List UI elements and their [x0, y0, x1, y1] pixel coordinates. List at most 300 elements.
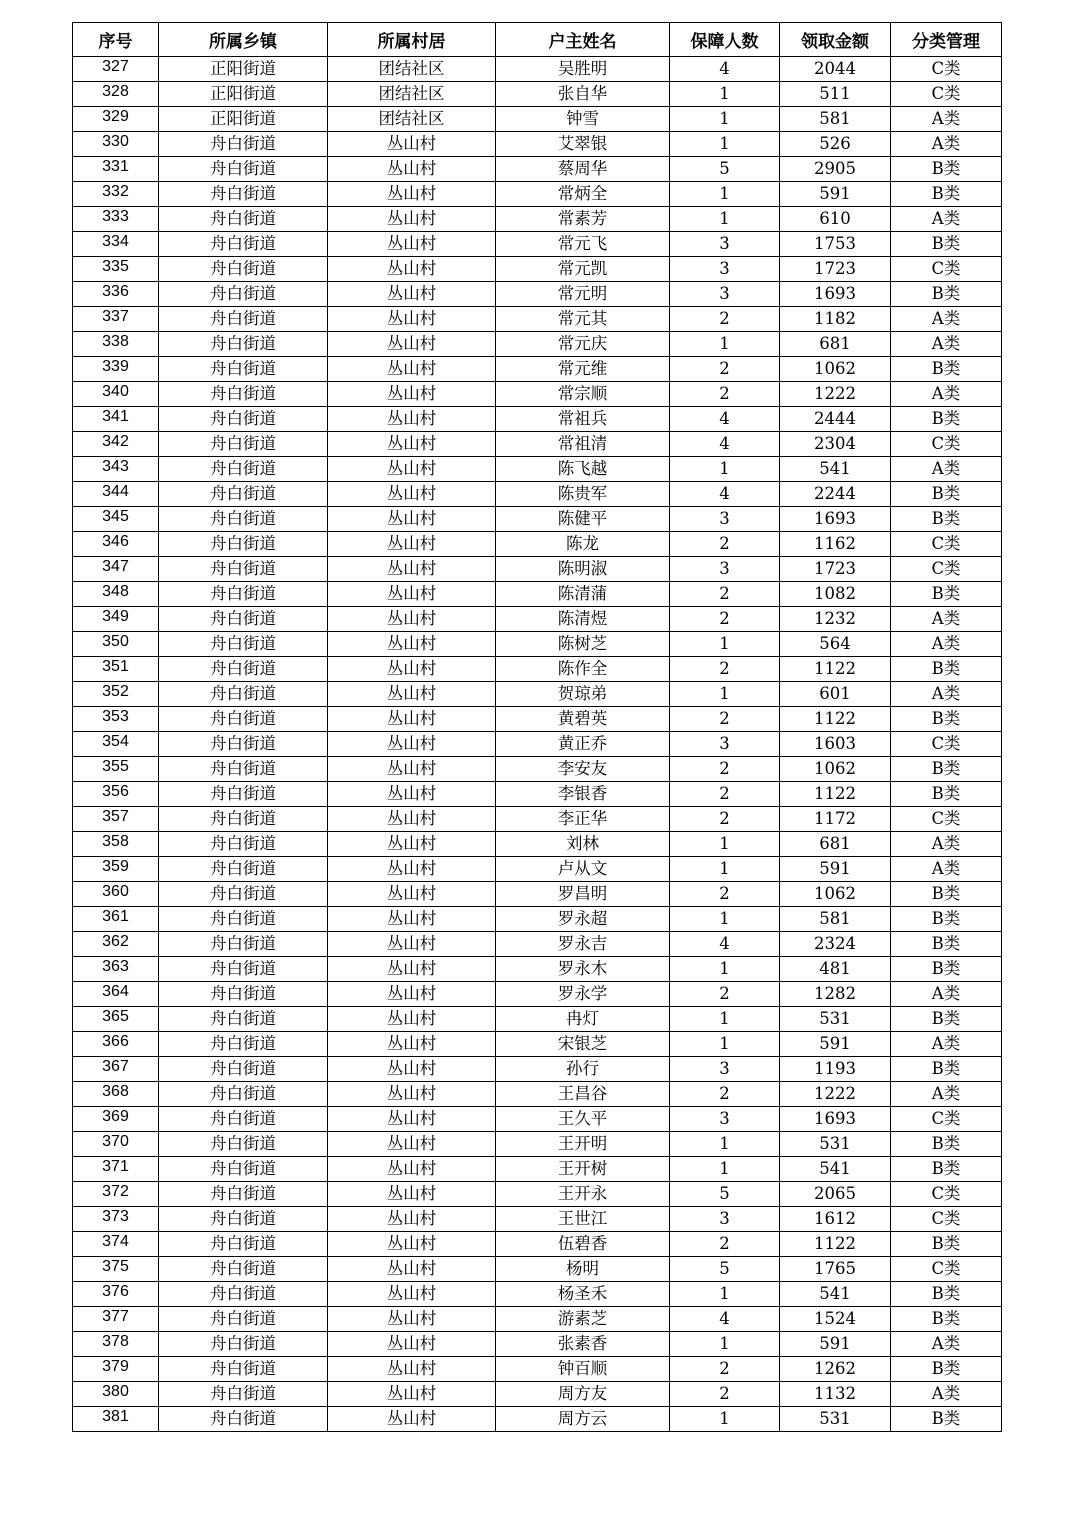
header-seq: 序号	[73, 23, 159, 57]
cell-amount: 1693	[780, 282, 891, 307]
cell-householder: 王开永	[496, 1182, 670, 1207]
cell-category: B类	[891, 1007, 1002, 1032]
cell-village: 丛山村	[328, 707, 496, 732]
table-row	[73, 707, 1002, 732]
cell-covered-persons: 1	[670, 1332, 780, 1357]
table-row	[73, 1382, 1002, 1407]
cell-village: 丛山村	[328, 1232, 496, 1257]
cell-amount: 681	[780, 332, 891, 357]
cell-village: 丛山村	[328, 1357, 496, 1382]
cell-householder: 王久平	[496, 1107, 670, 1132]
cell-town: 舟白街道	[159, 432, 328, 457]
cell-town: 舟白街道	[159, 907, 328, 932]
cell-village: 丛山村	[328, 1407, 496, 1432]
cell-covered-persons: 3	[670, 1107, 780, 1132]
cell-covered-persons: 5	[670, 1182, 780, 1207]
cell-covered-persons: 2	[670, 382, 780, 407]
cell-householder: 常宗顺	[496, 382, 670, 407]
cell-village: 丛山村	[328, 832, 496, 857]
cell-covered-persons: 2	[670, 1082, 780, 1107]
cell-town: 舟白街道	[159, 132, 328, 157]
cell-householder: 常元维	[496, 357, 670, 382]
cell-amount: 581	[780, 107, 891, 132]
cell-village: 丛山村	[328, 232, 496, 257]
cell-category: B类	[891, 907, 1002, 932]
table-row	[73, 1357, 1002, 1382]
cell-seq: 377	[73, 1307, 159, 1332]
cell-amount: 531	[780, 1132, 891, 1157]
header-householder: 户主姓名	[496, 23, 670, 57]
cell-village: 丛山村	[328, 382, 496, 407]
cell-category: B类	[891, 232, 1002, 257]
cell-category: A类	[891, 1382, 1002, 1407]
cell-householder: 伍碧香	[496, 1232, 670, 1257]
cell-seq: 337	[73, 307, 159, 332]
cell-amount: 591	[780, 857, 891, 882]
cell-category: B类	[891, 1057, 1002, 1082]
cell-village: 丛山村	[328, 1082, 496, 1107]
table-row	[73, 1182, 1002, 1207]
cell-seq: 331	[73, 157, 159, 182]
cell-householder: 艾翠银	[496, 132, 670, 157]
cell-seq: 367	[73, 1057, 159, 1082]
cell-householder: 李银香	[496, 782, 670, 807]
table-row	[73, 982, 1002, 1007]
cell-village: 丛山村	[328, 1057, 496, 1082]
cell-town: 舟白街道	[159, 282, 328, 307]
cell-seq: 340	[73, 382, 159, 407]
cell-householder: 冉灯	[496, 1007, 670, 1032]
cell-town: 舟白街道	[159, 557, 328, 582]
cell-householder: 陈明淑	[496, 557, 670, 582]
cell-amount: 531	[780, 1407, 891, 1432]
cell-town: 舟白街道	[159, 782, 328, 807]
cell-seq: 354	[73, 732, 159, 757]
table-row	[73, 1082, 1002, 1107]
cell-town: 舟白街道	[159, 957, 328, 982]
cell-amount: 681	[780, 832, 891, 857]
cell-seq: 349	[73, 607, 159, 632]
cell-village: 丛山村	[328, 282, 496, 307]
cell-householder: 黄碧英	[496, 707, 670, 732]
table-row	[73, 457, 1002, 482]
cell-town: 舟白街道	[159, 1082, 328, 1107]
table-row	[73, 182, 1002, 207]
cell-householder: 常祖清	[496, 432, 670, 457]
cell-amount: 2304	[780, 432, 891, 457]
cell-category: A类	[891, 607, 1002, 632]
cell-seq: 328	[73, 82, 159, 107]
cell-amount: 1172	[780, 807, 891, 832]
cell-village: 丛山村	[328, 332, 496, 357]
table-row	[73, 207, 1002, 232]
cell-village: 丛山村	[328, 432, 496, 457]
cell-category: B类	[891, 1282, 1002, 1307]
cell-village: 丛山村	[328, 357, 496, 382]
cell-village: 丛山村	[328, 982, 496, 1007]
cell-town: 正阳街道	[159, 107, 328, 132]
table-row	[73, 1032, 1002, 1057]
cell-covered-persons: 2	[670, 782, 780, 807]
header-village: 所属村居	[328, 23, 496, 57]
cell-amount: 1282	[780, 982, 891, 1007]
cell-covered-persons: 1	[670, 1282, 780, 1307]
table-row	[73, 1157, 1002, 1182]
cell-town: 舟白街道	[159, 207, 328, 232]
cell-category: A类	[891, 832, 1002, 857]
cell-category: B类	[891, 757, 1002, 782]
table-row	[73, 1132, 1002, 1157]
cell-town: 舟白街道	[159, 307, 328, 332]
table-row	[73, 357, 1002, 382]
cell-householder: 陈树芝	[496, 632, 670, 657]
cell-covered-persons: 4	[670, 57, 780, 82]
cell-category: B类	[891, 407, 1002, 432]
cell-seq: 359	[73, 857, 159, 882]
cell-category: B类	[891, 282, 1002, 307]
cell-covered-persons: 3	[670, 257, 780, 282]
cell-covered-persons: 4	[670, 1307, 780, 1332]
cell-seq: 373	[73, 1207, 159, 1232]
cell-seq: 380	[73, 1382, 159, 1407]
cell-householder: 陈健平	[496, 507, 670, 532]
cell-householder: 游素芝	[496, 1307, 670, 1332]
cell-householder: 常元其	[496, 307, 670, 332]
cell-seq: 355	[73, 757, 159, 782]
cell-amount: 1723	[780, 257, 891, 282]
cell-amount: 1262	[780, 1357, 891, 1382]
cell-town: 舟白街道	[159, 832, 328, 857]
cell-householder: 杨明	[496, 1257, 670, 1282]
table-row	[73, 257, 1002, 282]
cell-amount: 1162	[780, 532, 891, 557]
cell-category: B类	[891, 957, 1002, 982]
cell-covered-persons: 1	[670, 457, 780, 482]
cell-amount: 2444	[780, 407, 891, 432]
cell-town: 舟白街道	[159, 1382, 328, 1407]
cell-amount: 591	[780, 182, 891, 207]
cell-seq: 342	[73, 432, 159, 457]
cell-town: 正阳街道	[159, 82, 328, 107]
cell-seq: 336	[73, 282, 159, 307]
cell-seq: 339	[73, 357, 159, 382]
cell-village: 丛山村	[328, 1007, 496, 1032]
cell-seq: 353	[73, 707, 159, 732]
cell-category: A类	[891, 132, 1002, 157]
cell-seq: 378	[73, 1332, 159, 1357]
cell-town: 舟白街道	[159, 1132, 328, 1157]
cell-amount: 541	[780, 1282, 891, 1307]
cell-amount: 1222	[780, 382, 891, 407]
cell-seq: 335	[73, 257, 159, 282]
cell-seq: 363	[73, 957, 159, 982]
cell-covered-persons: 5	[670, 157, 780, 182]
cell-covered-persons: 2	[670, 707, 780, 732]
cell-amount: 511	[780, 82, 891, 107]
cell-village: 丛山村	[328, 1107, 496, 1132]
table-row	[73, 907, 1002, 932]
table-row	[73, 1332, 1002, 1357]
cell-covered-persons: 2	[670, 657, 780, 682]
cell-seq: 329	[73, 107, 159, 132]
cell-seq: 344	[73, 482, 159, 507]
table-row	[73, 732, 1002, 757]
cell-householder: 孙行	[496, 1057, 670, 1082]
cell-covered-persons: 2	[670, 532, 780, 557]
cell-amount: 2324	[780, 932, 891, 957]
cell-category: B类	[891, 1407, 1002, 1432]
cell-category: B类	[891, 1232, 1002, 1257]
cell-town: 舟白街道	[159, 1107, 328, 1132]
table-row	[73, 132, 1002, 157]
cell-amount: 526	[780, 132, 891, 157]
cell-village: 丛山村	[328, 632, 496, 657]
cell-householder: 李安友	[496, 757, 670, 782]
cell-covered-persons: 2	[670, 582, 780, 607]
cell-town: 舟白街道	[159, 1332, 328, 1357]
cell-seq: 372	[73, 1182, 159, 1207]
cell-seq: 334	[73, 232, 159, 257]
cell-covered-persons: 1	[670, 107, 780, 132]
table-row	[73, 282, 1002, 307]
cell-village: 丛山村	[328, 857, 496, 882]
cell-town: 舟白街道	[159, 1007, 328, 1032]
table-row	[73, 682, 1002, 707]
table-row	[73, 857, 1002, 882]
cell-village: 丛山村	[328, 682, 496, 707]
cell-town: 舟白街道	[159, 1407, 328, 1432]
table-row	[73, 507, 1002, 532]
cell-amount: 1193	[780, 1057, 891, 1082]
cell-householder: 吴胜明	[496, 57, 670, 82]
cell-village: 丛山村	[328, 1332, 496, 1357]
cell-amount: 1062	[780, 882, 891, 907]
cell-town: 舟白街道	[159, 457, 328, 482]
cell-householder: 钟雪	[496, 107, 670, 132]
cell-seq: 346	[73, 532, 159, 557]
cell-village: 丛山村	[328, 257, 496, 282]
cell-seq: 376	[73, 1282, 159, 1307]
table-row	[73, 232, 1002, 257]
cell-category: C类	[891, 557, 1002, 582]
cell-householder: 王开树	[496, 1157, 670, 1182]
cell-seq: 341	[73, 407, 159, 432]
cell-householder: 周方友	[496, 1382, 670, 1407]
cell-seq: 371	[73, 1157, 159, 1182]
cell-amount: 481	[780, 957, 891, 982]
cell-covered-persons: 2	[670, 1232, 780, 1257]
table-row	[73, 957, 1002, 982]
cell-category: A类	[891, 107, 1002, 132]
table-row	[73, 782, 1002, 807]
cell-covered-persons: 3	[670, 732, 780, 757]
cell-village: 丛山村	[328, 1257, 496, 1282]
cell-covered-persons: 5	[670, 1257, 780, 1282]
cell-town: 舟白街道	[159, 607, 328, 632]
cell-category: C类	[891, 57, 1002, 82]
cell-covered-persons: 1	[670, 1132, 780, 1157]
header-category: 分类管理	[891, 23, 1002, 57]
cell-village: 丛山村	[328, 1132, 496, 1157]
table-row	[73, 582, 1002, 607]
cell-village: 团结社区	[328, 107, 496, 132]
table-row	[73, 557, 1002, 582]
cell-seq: 379	[73, 1357, 159, 1382]
cell-householder: 陈作全	[496, 657, 670, 682]
cell-covered-persons: 1	[670, 857, 780, 882]
cell-town: 舟白街道	[159, 1307, 328, 1332]
cell-seq: 370	[73, 1132, 159, 1157]
cell-householder: 李正华	[496, 807, 670, 832]
cell-seq: 350	[73, 632, 159, 657]
table-row	[73, 832, 1002, 857]
table-body	[73, 57, 1002, 1432]
cell-seq: 358	[73, 832, 159, 857]
table-row	[73, 1307, 1002, 1332]
cell-village: 丛山村	[328, 1032, 496, 1057]
cell-category: A类	[891, 1332, 1002, 1357]
cell-category: A类	[891, 382, 1002, 407]
table-row	[73, 1107, 1002, 1132]
cell-town: 舟白街道	[159, 1232, 328, 1257]
cell-category: A类	[891, 1082, 1002, 1107]
cell-category: C类	[891, 432, 1002, 457]
cell-category: A类	[891, 307, 1002, 332]
cell-covered-persons: 1	[670, 682, 780, 707]
cell-householder: 常元飞	[496, 232, 670, 257]
table-row	[73, 532, 1002, 557]
cell-seq: 327	[73, 57, 159, 82]
cell-householder: 王开明	[496, 1132, 670, 1157]
cell-amount: 531	[780, 1007, 891, 1032]
cell-town: 舟白街道	[159, 982, 328, 1007]
table-row	[73, 332, 1002, 357]
cell-covered-persons: 3	[670, 557, 780, 582]
cell-householder: 王世江	[496, 1207, 670, 1232]
cell-householder: 常元庆	[496, 332, 670, 357]
cell-seq: 330	[73, 132, 159, 157]
cell-category: A类	[891, 632, 1002, 657]
cell-covered-persons: 2	[670, 757, 780, 782]
cell-amount: 1693	[780, 1107, 891, 1132]
cell-covered-persons: 1	[670, 182, 780, 207]
cell-covered-persons: 1	[670, 1157, 780, 1182]
cell-amount: 1132	[780, 1382, 891, 1407]
cell-householder: 罗永超	[496, 907, 670, 932]
cell-category: A类	[891, 857, 1002, 882]
cell-town: 舟白街道	[159, 657, 328, 682]
header-town: 所属乡镇	[159, 23, 328, 57]
cell-covered-persons: 2	[670, 807, 780, 832]
cell-town: 舟白街道	[159, 157, 328, 182]
cell-householder: 杨圣禾	[496, 1282, 670, 1307]
cell-amount: 541	[780, 457, 891, 482]
table-row	[73, 632, 1002, 657]
cell-covered-persons: 4	[670, 432, 780, 457]
cell-covered-persons: 1	[670, 1407, 780, 1432]
cell-amount: 2044	[780, 57, 891, 82]
cell-covered-persons: 1	[670, 82, 780, 107]
cell-category: C类	[891, 257, 1002, 282]
cell-covered-persons: 1	[670, 1032, 780, 1057]
cell-amount: 1603	[780, 732, 891, 757]
cell-seq: 356	[73, 782, 159, 807]
cell-amount: 1723	[780, 557, 891, 582]
cell-town: 舟白街道	[159, 732, 328, 757]
cell-category: B类	[891, 582, 1002, 607]
cell-covered-persons: 2	[670, 1382, 780, 1407]
cell-covered-persons: 1	[670, 332, 780, 357]
cell-town: 舟白街道	[159, 582, 328, 607]
cell-covered-persons: 1	[670, 907, 780, 932]
cell-category: C类	[891, 532, 1002, 557]
cell-amount: 1122	[780, 657, 891, 682]
cell-householder: 贺琼弟	[496, 682, 670, 707]
cell-seq: 375	[73, 1257, 159, 1282]
cell-category: B类	[891, 1157, 1002, 1182]
cell-category: C类	[891, 1207, 1002, 1232]
table-row	[73, 107, 1002, 132]
cell-category: C类	[891, 82, 1002, 107]
cell-householder: 周方云	[496, 1407, 670, 1432]
cell-category: B类	[891, 357, 1002, 382]
cell-householder: 陈龙	[496, 532, 670, 557]
cell-householder: 罗永木	[496, 957, 670, 982]
cell-village: 丛山村	[328, 407, 496, 432]
cell-town: 舟白街道	[159, 1157, 328, 1182]
cell-town: 舟白街道	[159, 257, 328, 282]
cell-town: 舟白街道	[159, 1057, 328, 1082]
cell-seq: 333	[73, 207, 159, 232]
cell-village: 丛山村	[328, 957, 496, 982]
cell-category: B类	[891, 1132, 1002, 1157]
cell-covered-persons: 2	[670, 357, 780, 382]
cell-householder: 钟百顺	[496, 1357, 670, 1382]
cell-amount: 1693	[780, 507, 891, 532]
cell-householder: 常元凯	[496, 257, 670, 282]
cell-amount: 1062	[780, 357, 891, 382]
cell-amount: 1612	[780, 1207, 891, 1232]
cell-category: A类	[891, 332, 1002, 357]
cell-village: 丛山村	[328, 1157, 496, 1182]
table-row	[73, 1407, 1002, 1432]
cell-town: 舟白街道	[159, 707, 328, 732]
cell-householder: 陈清煜	[496, 607, 670, 632]
cell-village: 丛山村	[328, 607, 496, 632]
cell-seq: 352	[73, 682, 159, 707]
cell-householder: 罗永吉	[496, 932, 670, 957]
cell-amount: 1062	[780, 757, 891, 782]
table-row	[73, 382, 1002, 407]
cell-village: 丛山村	[328, 807, 496, 832]
cell-village: 丛山村	[328, 532, 496, 557]
cell-village: 丛山村	[328, 1307, 496, 1332]
cell-town: 舟白街道	[159, 632, 328, 657]
cell-town: 舟白街道	[159, 882, 328, 907]
cell-amount: 1082	[780, 582, 891, 607]
cell-covered-persons: 2	[670, 882, 780, 907]
table-row	[73, 307, 1002, 332]
cell-town: 舟白街道	[159, 1207, 328, 1232]
cell-category: B类	[891, 157, 1002, 182]
cell-category: B类	[891, 782, 1002, 807]
cell-amount: 1122	[780, 782, 891, 807]
cell-amount: 1765	[780, 1257, 891, 1282]
table-row	[73, 932, 1002, 957]
cell-householder: 卢从文	[496, 857, 670, 882]
cell-village: 丛山村	[328, 507, 496, 532]
cell-amount: 591	[780, 1032, 891, 1057]
